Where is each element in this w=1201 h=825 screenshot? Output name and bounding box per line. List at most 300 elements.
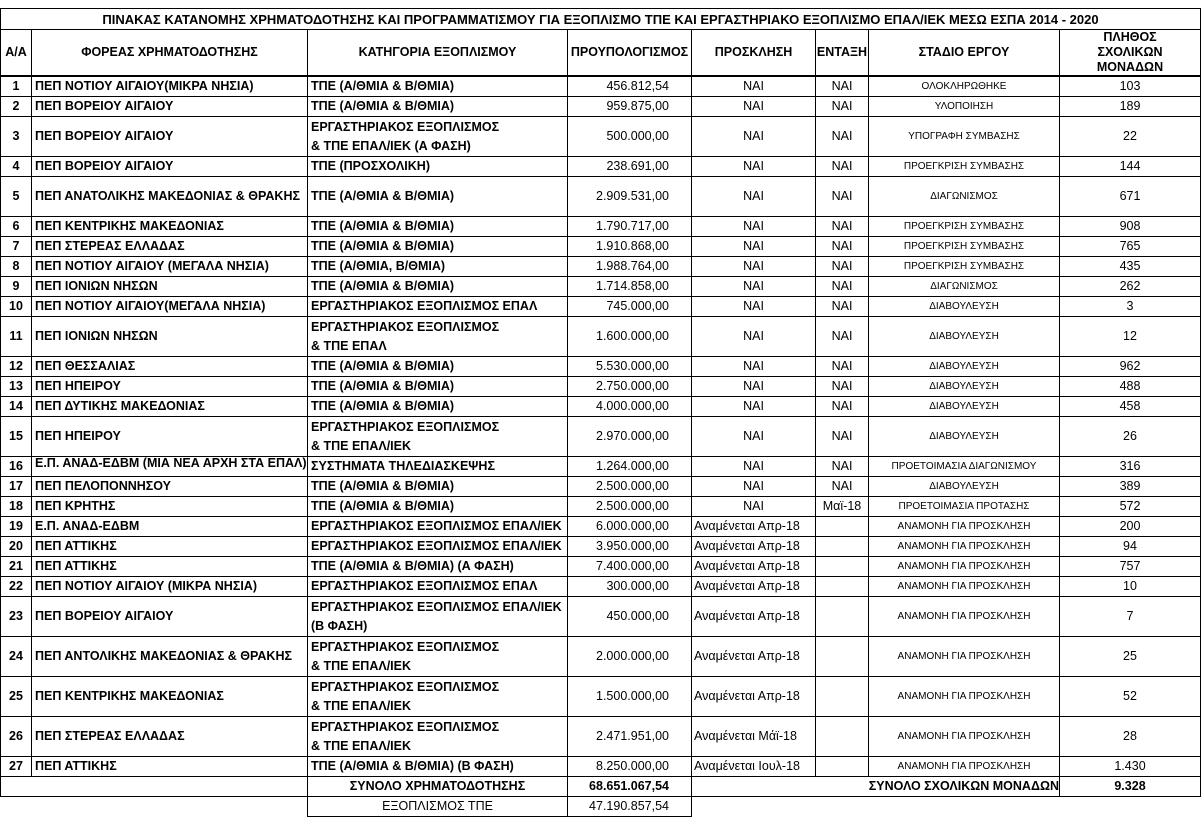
table-cell-stadio (868, 456, 1060, 477)
tpe-equipment-value: 47.190.857,54 (567, 796, 692, 817)
cell-text: 7 (1126, 609, 1134, 623)
cell-text: ΤΠΕ (Α/ΘΜΙΑ & Β/ΘΜΙΑ) (Β ΦΑΣΗ) (311, 759, 514, 773)
cell-text: ΠΕΠ ΒΟΡΕΙΟΥ ΑΙΓΑΙΟΥ (35, 609, 174, 623)
cell-text: ΤΠΕ (Α/ΘΜΙΑ & Β/ΘΜΙΑ) (311, 99, 455, 113)
cell-text: ΔΙΑΒΟΥΛΕΥΣΗ (929, 481, 999, 492)
cell-text: ΠΡΟΕΓΚΡΙΣΗ ΣΥΜΒΑΣΗΣ (903, 261, 1025, 272)
header-n (0, 29, 32, 76)
table-cell-budget (567, 116, 692, 157)
cell-text: ΠΡΟΕΤΟΙΜΑΣΙΑ ΔΙΑΓΩΝΙΣΜΟΥ (891, 461, 1037, 472)
table-cell-entaxi (815, 676, 869, 717)
table-cell-foreas (31, 596, 308, 637)
table-cell-foreas (31, 396, 308, 417)
table-cell-cat (307, 536, 568, 557)
cell-text: ΝΑΙ (743, 279, 764, 293)
table-cell-plithos (1059, 236, 1201, 257)
cell-text: ΤΠΕ (Α/ΘΜΙΑ & Β/ΘΜΙΑ) (311, 219, 455, 233)
cell-text: ΝΑΙ (743, 79, 764, 93)
cell-text: ΑΝΑΜΟΝΗ ΓΙΑ ΠΡΟΣΚΛΗΣΗ (897, 651, 1031, 662)
table-cell-stadio (868, 216, 1060, 237)
table-cell-plithos (1059, 256, 1201, 277)
cell-text: 26 (9, 729, 23, 743)
cell-text: 94 (1123, 539, 1137, 553)
cell-text: ΝΑΙ (743, 129, 764, 143)
cell-text: 27 (9, 759, 23, 773)
table-cell-stadio (868, 416, 1060, 457)
table-cell-plithos (1059, 476, 1201, 497)
table-cell-cat (307, 256, 568, 277)
table-cell-entaxi (815, 116, 869, 157)
cell-text: 745.000,00 (606, 299, 669, 313)
cell-text: ΝΑΙ (831, 479, 853, 493)
cell-text: 19 (9, 519, 23, 533)
table-cell-stadio (868, 476, 1060, 497)
table-cell-plithos (1059, 396, 1201, 417)
cell-text: 24 (9, 649, 23, 663)
cell-text: 21 (9, 559, 23, 573)
table-cell-stadio (868, 496, 1060, 517)
table-cell-plithos (1059, 316, 1201, 357)
header-label: ΦΟΡΕΑΣ ΧΡΗΜΑΤΟΔΟΤΗΣΗΣ (81, 45, 258, 59)
cell-text: 1.430 (1114, 759, 1146, 773)
table-cell-prosklisi (691, 356, 816, 377)
table-cell-stadio (868, 156, 1060, 177)
cell-text: ΣΥΣΤΗΜΑΤΑ ΤΗΛΕΔΙΑΣΚΕΨΗΣ (311, 459, 495, 473)
cell-text: ΔΙΑΒΟΥΛΕΥΣΗ (929, 401, 999, 412)
cell-text: ΝΑΙ (831, 379, 853, 393)
cell-text: 20 (9, 539, 23, 553)
cell-text: 3 (1126, 299, 1134, 313)
cell-text: 15 (9, 429, 23, 443)
table-cell-budget (567, 256, 692, 277)
cell-text: ΝΑΙ (831, 219, 853, 233)
cell-text: Μαϊ-18 (822, 499, 862, 513)
table-cell-stadio (868, 116, 1060, 157)
table-cell-entaxi (815, 576, 869, 597)
cell-text: 17 (9, 479, 23, 493)
cell-text: 1.600.000,00 (596, 329, 669, 343)
cell-text: ΤΠΕ (Α/ΘΜΙΑ & Β/ΘΜΙΑ) (311, 239, 455, 253)
table-cell-plithos (1059, 376, 1201, 397)
cell-text: 2 (12, 99, 20, 113)
cell-text: ΤΠΕ (Α/ΘΜΙΑ & Β/ΘΜΙΑ) (311, 189, 455, 203)
cell-text: 262 (1119, 279, 1141, 293)
table-cell-stadio (868, 596, 1060, 637)
cell-text: ΠΕΠ ΔΥΤΙΚΗΣ ΜΑΚΕΔΟΝΙΑΣ (35, 399, 205, 413)
cell-text: 458 (1119, 399, 1141, 413)
cell-text: ΝΑΙ (743, 239, 764, 253)
table-cell-budget (567, 416, 692, 457)
cell-text: ΝΑΙ (831, 79, 853, 93)
table-cell-cat (307, 676, 568, 717)
table-cell-entaxi (815, 76, 869, 97)
table-cell-plithos (1059, 176, 1201, 217)
table-cell-entaxi (815, 536, 869, 557)
cell-text: ΟΛΟΚΛΗΡΩΘΗΚΕ (921, 81, 1007, 92)
cell-text: 6 (12, 219, 20, 233)
cell-text: ΥΠΟΓΡΑΦΗ ΣΥΜΒΑΣΗΣ (908, 131, 1020, 142)
table-cell-budget (567, 596, 692, 637)
table-cell-n (0, 376, 32, 397)
cell-text: ΤΠΕ (Α/ΘΜΙΑ & Β/ΘΜΙΑ) (311, 499, 455, 513)
table-cell-cat (307, 576, 568, 597)
table-cell-foreas (31, 376, 308, 397)
total-units-value: 9.328 (1059, 776, 1201, 797)
cell-text: 238.691,00 (606, 159, 669, 173)
cell-text: ΠΡΟΕΓΚΡΙΣΗ ΣΥΜΒΑΣΗΣ (903, 241, 1025, 252)
cell-text: ΝΑΙ (743, 429, 764, 443)
table-cell-plithos (1059, 216, 1201, 237)
cell-text: Αναμένεται Μάϊ-18 (694, 729, 797, 743)
cell-text: ΝΑΙ (743, 99, 764, 113)
table-cell-budget (567, 756, 692, 777)
header-budget (567, 29, 692, 76)
table-cell-n (0, 476, 32, 497)
table-cell-n (0, 356, 32, 377)
cell-text: ΠΕΠ ΒΟΡΕΙΟΥ ΑΙΓΑΙΟΥ (35, 159, 174, 173)
table-cell-n (0, 716, 32, 757)
cell-text: ΠΕΠ ΑΤΤΙΚΗΣ (35, 559, 117, 573)
table-cell-prosklisi (691, 536, 816, 557)
table-cell-budget (567, 96, 692, 117)
table-cell-cat (307, 116, 568, 157)
cell-text: ΠΡΟΕΓΚΡΙΣΗ ΣΥΜΒΑΣΗΣ (903, 161, 1025, 172)
cell-text: ΝΑΙ (743, 329, 764, 343)
category-line-2: (Β ΦΑΣΗ) (311, 618, 368, 633)
category-line-2: & ΤΠΕ ΕΠΑΛ (311, 338, 387, 353)
table-cell-foreas (31, 256, 308, 277)
cell-text: 908 (1119, 219, 1141, 233)
table-cell-prosklisi (691, 236, 816, 257)
cell-text: ΝΑΙ (831, 359, 853, 373)
cell-text: ΕΡΓΑΣΤΗΡΙΑΚΟΣ ΕΞΟΠΛΙΣΜΟΣ ΕΠΑΛ/ΙΕΚ (311, 519, 562, 533)
cell-text: ΝΑΙ (743, 189, 764, 203)
table-cell-prosklisi (691, 456, 816, 477)
cell-text: ΝΑΙ (743, 299, 764, 313)
cell-text: 2.909.531,00 (596, 189, 669, 203)
table-cell-entaxi (815, 496, 869, 517)
table-cell-stadio (868, 276, 1060, 297)
table-cell-stadio (868, 316, 1060, 357)
table-cell-entaxi (815, 456, 869, 477)
cell-text: ΝΑΙ (831, 279, 853, 293)
table-cell-foreas (31, 176, 308, 217)
table-cell-budget (567, 376, 692, 397)
cell-text: ΠΕΠ ΙΟΝΙΩΝ ΝΗΣΩΝ (35, 329, 158, 343)
table-cell-plithos (1059, 536, 1201, 557)
category-line-1: ΕΡΓΑΣΤΗΡΙΑΚΟΣ ΕΞΟΠΛΙΣΜΟΣ ΕΠΑΛ/ΙΕΚ (311, 599, 562, 614)
cell-text: 144 (1119, 159, 1141, 173)
table-cell-prosklisi (691, 596, 816, 637)
cell-text: ΠΕΠ ΣΤΕΡΕΑΣ ΕΛΛΑΔΑΣ (35, 239, 185, 253)
sheet-title: ΠΙΝΑΚΑΣ ΚΑΤΑΝΟΜΗΣ ΧΡΗΜΑΤΟΔΟΤΗΣΗΣ ΚΑΙ ΠΡΟΓΡΑΜΜΑΤΙΣΜΟΥ ΓΙΑ ΕΞΟΠΛΙΣΜΟ ΤΠΕ ΚΑΙ ΕΡΓΑΣΤΗΡΙΑΚΟ ΕΞΟΠΛΙΣΜΟ ΕΠΑΛ/ΙΕΚ ΜΕΣΩ ΕΣΠΑ 2014 - 2020 (0, 8, 1201, 30)
cell-text: 389 (1119, 479, 1141, 493)
table-cell-prosklisi (691, 156, 816, 177)
cell-text: Ε.Π. ΑΝΑΔ-ΕΔΒΜ (ΜΙΑ ΝΕΑ ΑΡΧΗ ΣΤΑ ΕΠΑΛ) (35, 456, 307, 470)
cell-text: ΤΠΕ (Α/ΘΜΙΑ & Β/ΘΜΙΑ) (311, 479, 455, 493)
cell-text: 12 (9, 359, 23, 373)
table-cell-prosklisi (691, 476, 816, 497)
total-funding-value: 68.651.067,54 (567, 776, 692, 797)
cell-text: 488 (1119, 379, 1141, 393)
cell-text: 2.000.000,00 (596, 649, 669, 663)
table-cell-entaxi (815, 516, 869, 537)
cell-text: Αναμένεται Ιουλ-18 (694, 759, 800, 773)
cell-text: 962 (1119, 359, 1141, 373)
cell-text: 4 (12, 159, 20, 173)
table-cell-prosklisi (691, 556, 816, 577)
table-cell-n (0, 76, 32, 97)
cell-text: ΠΕΠ ΝΟΤΙΟΥ ΑΙΓΑΙΟΥ (ΜΕΓΑΛΑ ΝΗΣΙΑ) (35, 259, 269, 273)
category-line-1: ΕΡΓΑΣΤΗΡΙΑΚΟΣ ΕΞΟΠΛΙΣΜΟΣ (311, 119, 500, 134)
header-stadio (868, 29, 1060, 76)
cell-text: ΕΡΓΑΣΤΗΡΙΑΚΟΣ ΕΞΟΠΛΙΣΜΟΣ ΕΠΑΛ (311, 299, 538, 313)
header-cat (307, 29, 568, 76)
table-cell-prosklisi (691, 276, 816, 297)
table-cell-plithos (1059, 516, 1201, 537)
table-cell-cat (307, 296, 568, 317)
cell-text: ΝΑΙ (743, 479, 764, 493)
table-cell-stadio (868, 636, 1060, 677)
cell-text: ΠΕΠ ΚΕΝΤΡΙΚΗΣ ΜΑΚΕΔΟΝΙΑΣ (35, 689, 224, 703)
cell-text: 103 (1119, 79, 1141, 93)
cell-text: ΝΑΙ (831, 299, 853, 313)
table-cell-prosklisi (691, 636, 816, 677)
table-cell-cat (307, 276, 568, 297)
table-cell-foreas (31, 236, 308, 257)
table-cell-plithos (1059, 496, 1201, 517)
table-cell-n (0, 636, 32, 677)
table-cell-prosklisi (691, 396, 816, 417)
table-cell-entaxi (815, 716, 869, 757)
cell-text: 5 (12, 189, 20, 203)
header-entaxi (815, 29, 869, 76)
cell-text: 52 (1123, 689, 1137, 703)
cell-text: 23 (9, 609, 23, 623)
cell-text: ΤΠΕ (ΠΡΟΣΧΟΛΙΚΗ) (311, 159, 430, 173)
table-cell-cat (307, 556, 568, 577)
table-cell-cat (307, 396, 568, 417)
cell-text: Ε.Π. ΑΝΑΔ-ΕΔΒΜ (35, 519, 140, 533)
table-cell-budget (567, 176, 692, 217)
table-cell-prosklisi (691, 96, 816, 117)
cell-text: 2.750.000,00 (596, 379, 669, 393)
cell-text: 5.530.000,00 (596, 359, 669, 373)
table-cell-cat (307, 596, 568, 637)
tpe-equipment-label: ΕΞΟΠΛΙΣΜΟΣ ΤΠΕ (307, 796, 568, 817)
table-cell-foreas (31, 216, 308, 237)
cell-text: ΝΑΙ (831, 159, 853, 173)
cell-text: ΔΙΑΓΩΝΙΣΜΟΣ (930, 281, 998, 292)
table-cell-prosklisi (691, 256, 816, 277)
header-label: ΠΛΗΘΟΣ ΣΧΟΛΙΚΩΝ ΜΟΝΑΔΩΝ (1096, 30, 1164, 74)
table-cell-foreas (31, 276, 308, 297)
cell-text: 10 (1123, 579, 1137, 593)
cell-text: ΠΕΠ ΑΝΑΤΟΛΙΚΗΣ ΜΑΚΕΔΟΝΙΑΣ & ΘΡΑΚΗΣ (35, 189, 300, 203)
category-line-2: & ΤΠΕ ΕΠΑΛ/ΙΕΚ (311, 658, 412, 673)
table-cell-n (0, 416, 32, 457)
table-cell-entaxi (815, 296, 869, 317)
cell-text: ΕΡΓΑΣΤΗΡΙΑΚΟΣ ΕΞΟΠΛΙΣΜΟΣ ΕΠΑΛ/ΙΕΚ (311, 539, 562, 553)
table-cell-prosklisi (691, 716, 816, 757)
cell-text: ΤΠΕ (Α/ΘΜΙΑ & Β/ΘΜΙΑ) (311, 399, 455, 413)
cell-text: 1.988.764,00 (596, 259, 669, 273)
table-cell-prosklisi (691, 576, 816, 597)
cell-text: ΠΕΠ ΝΟΤΙΟΥ ΑΙΓΑΙΟΥ(ΜΕΓΑΛΑ ΝΗΣΙΑ) (35, 299, 266, 313)
table-cell-foreas (31, 316, 308, 357)
cell-text: 25 (9, 689, 23, 703)
table-cell-n (0, 516, 32, 537)
cell-text: ΝΑΙ (743, 359, 764, 373)
cell-text: ΑΝΑΜΟΝΗ ΓΙΑ ΠΡΟΣΚΛΗΣΗ (897, 541, 1031, 552)
table-cell-budget (567, 296, 692, 317)
table-cell-stadio (868, 356, 1060, 377)
cell-text: Αναμένεται Απρ-18 (694, 519, 800, 533)
cell-text: 28 (1123, 729, 1137, 743)
cell-text: ΑΝΑΜΟΝΗ ΓΙΑ ΠΡΟΣΚΛΗΣΗ (897, 581, 1031, 592)
cell-text: ΠΕΠ ΚΕΝΤΡΙΚΗΣ ΜΑΚΕΔΟΝΙΑΣ (35, 219, 224, 233)
table-cell-budget (567, 576, 692, 597)
cell-text: ΤΠΕ (Α/ΘΜΙΑ & Β/ΘΜΙΑ) (311, 79, 455, 93)
table-cell-plithos (1059, 596, 1201, 637)
table-cell-foreas (31, 676, 308, 717)
blank-cell (691, 776, 868, 797)
cell-text: ΝΑΙ (743, 259, 764, 273)
header-label: ΚΑΤΗΓΟΡΙΑ ΕΞΟΠΛΙΣΜΟΥ (358, 45, 517, 59)
table-cell-entaxi (815, 156, 869, 177)
table-cell-foreas (31, 76, 308, 97)
cell-text: ΠΕΠ ΗΠΕΙΡΟΥ (35, 429, 121, 443)
table-cell-prosklisi (691, 516, 816, 537)
cell-text: 2.500.000,00 (596, 499, 669, 513)
cell-text: ΠΡΟΕΓΚΡΙΣΗ ΣΥΜΒΑΣΗΣ (903, 221, 1025, 232)
cell-text: ΤΠΕ (Α/ΘΜΙΑ & Β/ΘΜΙΑ) (311, 279, 455, 293)
cell-text: Αναμένεται Απρ-18 (694, 649, 800, 663)
cell-text: ΤΠΕ (Α/ΘΜΙΑ & Β/ΘΜΙΑ) (311, 359, 455, 373)
table-cell-foreas (31, 156, 308, 177)
table-cell-stadio (868, 396, 1060, 417)
table-cell-plithos (1059, 716, 1201, 757)
table-cell-entaxi (815, 476, 869, 497)
cell-text: ΝΑΙ (831, 329, 853, 343)
table-cell-budget (567, 536, 692, 557)
table-cell-stadio (868, 96, 1060, 117)
table-cell-prosklisi (691, 676, 816, 717)
cell-text: 500.000,00 (606, 129, 669, 143)
cell-text: ΝΑΙ (831, 189, 853, 203)
table-cell-foreas (31, 756, 308, 777)
table-cell-cat (307, 96, 568, 117)
table-cell-foreas (31, 96, 308, 117)
table-cell-foreas (31, 536, 308, 557)
table-cell-plithos (1059, 556, 1201, 577)
table-cell-prosklisi (691, 376, 816, 397)
cell-text: 6.000.000,00 (596, 519, 669, 533)
cell-text: ΝΑΙ (743, 499, 764, 513)
table-cell-stadio (868, 536, 1060, 557)
table-cell-budget (567, 156, 692, 177)
table-cell-cat (307, 176, 568, 217)
header-prosklisi (691, 29, 816, 76)
category-line-1: ΕΡΓΑΣΤΗΡΙΑΚΟΣ ΕΞΟΠΛΙΣΜΟΣ (311, 639, 500, 654)
cell-text: 671 (1119, 189, 1141, 203)
table-cell-plithos (1059, 96, 1201, 117)
cell-text: ΔΙΑΒΟΥΛΕΥΣΗ (929, 381, 999, 392)
cell-text: ΝΑΙ (743, 159, 764, 173)
table-cell-stadio (868, 676, 1060, 717)
table-cell-cat (307, 496, 568, 517)
cell-text: ΝΑΙ (831, 129, 853, 143)
table-cell-plithos (1059, 456, 1201, 477)
table-cell-plithos (1059, 756, 1201, 777)
table-cell-entaxi (815, 596, 869, 637)
header-plithos (1059, 29, 1201, 76)
cell-text: ΝΑΙ (743, 219, 764, 233)
cell-text: 2.471.951,00 (596, 729, 669, 743)
category-line-2: & ΤΠΕ ΕΠΑΛ/ΙΕΚ (311, 698, 412, 713)
header-label: ΠΡΟΣΚΛΗΣΗ (714, 45, 793, 59)
cell-text: 3 (12, 129, 20, 143)
cell-text: ΠΕΠ ΣΤΕΡΕΑΣ ΕΛΛΑΔΑΣ (35, 729, 185, 743)
table-cell-entaxi (815, 256, 869, 277)
table-cell-budget (567, 636, 692, 677)
table-cell-n (0, 756, 32, 777)
cell-text: 450.000,00 (606, 609, 669, 623)
cell-text: ΑΝΑΜΟΝΗ ΓΙΑ ΠΡΟΣΚΛΗΣΗ (897, 611, 1031, 622)
cell-text: ΠΕΠ ΠΕΛΟΠΟΝΝΗΣΟΥ (35, 479, 171, 493)
cell-text: 3.950.000,00 (596, 539, 669, 553)
category-line-2: & ΤΠΕ ΕΠΑΛ/ΙΕΚ (311, 438, 412, 453)
cell-text: ΤΠΕ (Α/ΘΜΙΑ & Β/ΘΜΙΑ) (311, 379, 455, 393)
table-cell-budget (567, 276, 692, 297)
table-cell-stadio (868, 76, 1060, 97)
cell-text: ΔΙΑΒΟΥΛΕΥΣΗ (929, 431, 999, 442)
table-cell-n (0, 456, 32, 477)
table-cell-cat (307, 476, 568, 497)
cell-text: 959.875,00 (606, 99, 669, 113)
table-cell-cat (307, 236, 568, 257)
cell-text: ΠΕΠ ΗΠΕΙΡΟΥ (35, 379, 121, 393)
table-cell-prosklisi (691, 756, 816, 777)
table-cell-cat (307, 216, 568, 237)
table-cell-cat (307, 376, 568, 397)
table-cell-budget (567, 236, 692, 257)
table-cell-stadio (868, 376, 1060, 397)
cell-text: ΤΠΕ (Α/ΘΜΙΑ, Β/ΘΜΙΑ) (311, 259, 446, 273)
cell-text: ΝΑΙ (831, 239, 853, 253)
cell-text: ΔΙΑΒΟΥΛΕΥΣΗ (929, 361, 999, 372)
table-cell-entaxi (815, 636, 869, 677)
table-cell-n (0, 676, 32, 717)
table-cell-cat (307, 416, 568, 457)
table-cell-plithos (1059, 576, 1201, 597)
table-cell-n (0, 116, 32, 157)
category-line-1: ΕΡΓΑΣΤΗΡΙΑΚΟΣ ΕΞΟΠΛΙΣΜΟΣ (311, 719, 500, 734)
table-cell-stadio (868, 256, 1060, 277)
cell-text: 7 (12, 239, 20, 253)
table-cell-cat (307, 156, 568, 177)
cell-text: 1.790.717,00 (596, 219, 669, 233)
table-cell-foreas (31, 456, 308, 477)
cell-text: ΠΕΠ ΝΟΤΙΟΥ ΑΙΓΑΙΟΥ(ΜΙΚΡΑ ΝΗΣΙΑ) (35, 79, 254, 93)
table-cell-prosklisi (691, 176, 816, 217)
cell-text: ΠΕΠ ΝΟΤΙΟΥ ΑΙΓΑΙΟΥ (ΜΙΚΡΑ ΝΗΣΙΑ) (35, 579, 257, 593)
cell-text: ΝΑΙ (831, 259, 853, 273)
cell-text: 7.400.000,00 (596, 559, 669, 573)
cell-text: ΠΕΠ ΚΡΗΤΗΣ (35, 499, 116, 513)
cell-text: ΤΠΕ (Α/ΘΜΙΑ & Β/ΘΜΙΑ) (Α ΦΑΣΗ) (311, 559, 514, 573)
cell-text: Αναμένεται Απρ-18 (694, 689, 800, 703)
